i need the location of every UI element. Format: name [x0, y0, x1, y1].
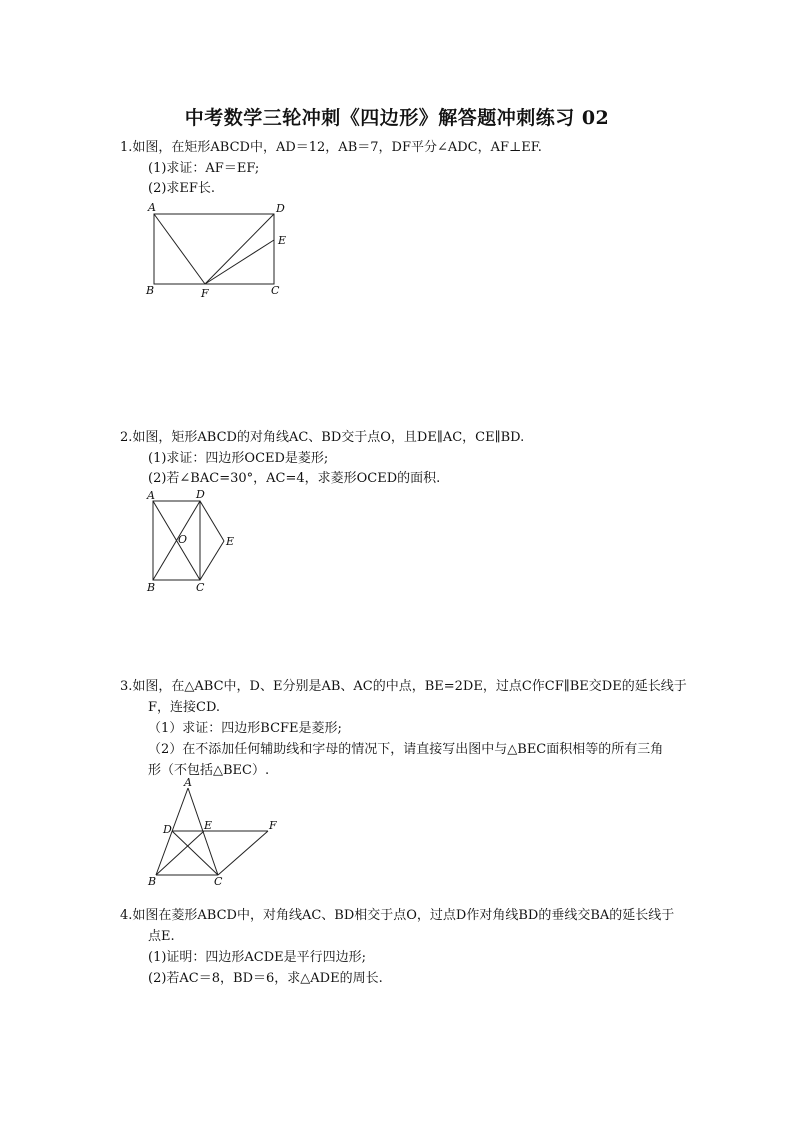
label-a: A [184, 776, 192, 789]
rectangle-abcd [154, 214, 274, 284]
segment-ce [200, 541, 224, 580]
label-b: B [146, 284, 155, 297]
label-f: F [269, 819, 277, 832]
segment-af [154, 214, 205, 284]
label-a: A [148, 201, 156, 214]
problem-1-part-2: (2)求EF长. [148, 181, 216, 196]
problem-3-statement: 3.如图，在△ABC中，D、E分别是AB、AC的中点，BE=2DE，过点C作CF∥BE交DE的延长线于 [120, 679, 687, 694]
label-c: C [196, 581, 205, 594]
label-b: B [147, 581, 156, 594]
label-d: D [163, 823, 172, 836]
segment-cf [218, 831, 268, 875]
label-e: E [204, 819, 213, 832]
segment-be [156, 831, 204, 875]
segment-df [205, 214, 274, 284]
label-d: D [276, 202, 285, 215]
label-o: O [178, 533, 188, 546]
problem-3-part-2-cont: 形（不包括△BEC）. [148, 763, 270, 778]
segment-fe [205, 240, 274, 284]
page-title: 中考数学三轮冲刺《四边形》解答题冲刺练习 02 [184, 107, 610, 129]
label-b: B [148, 875, 157, 888]
problem-4-part-1: (1)证明：四边形ACDE是平行四边形; [148, 950, 367, 965]
label-d: D [196, 488, 205, 501]
label-c: C [271, 284, 280, 297]
label-e: E [226, 535, 235, 548]
problem-4-part-2: (2)若AC＝8，BD＝6，求△ADE的周长. [148, 971, 383, 986]
problem-1-statement: 1.如图，在矩形ABCD中，AD＝12，AB＝7，DF平分∠ADC，AF⊥EF. [120, 140, 542, 155]
problem-4-statement: 4.如图在菱形ABCD中，对角线AC、BD相交于点O，过点D作对角线BD的垂线交BA的延长线于 [120, 908, 675, 923]
label-e: E [278, 234, 287, 247]
problem-2-statement: 2.如图，矩形ABCD的对角线AC、BD交于点O，且DE∥AC，CE∥BD. [120, 430, 525, 445]
problem-2-part-2: (2)若∠BAC=30°，AC=4，求菱形OCED的面积. [148, 471, 441, 486]
problem-1-figure [140, 198, 300, 303]
problem-4-statement-cont: 点E. [148, 929, 175, 944]
problem-3-part-1: （1）求证：四边形BCFE是菱形; [148, 721, 342, 736]
segment-de [200, 501, 224, 541]
label-f: F [201, 287, 209, 300]
label-c: C [214, 875, 223, 888]
label-a: A [147, 489, 155, 502]
problem-3-part-2: （2）在不添加任何辅助线和字母的情况下，请直接写出图中与△BEC面积相等的所有三角 [148, 742, 664, 757]
problem-2-figure [140, 488, 240, 598]
problem-3-figure [140, 777, 290, 892]
problem-1-part-1: (1)求证：AF＝EF; [148, 161, 260, 176]
problem-2-part-1: (1)求证：四边形OCED是菱形; [148, 451, 329, 466]
segment-cd [172, 831, 218, 875]
problem-3-statement-cont: F，连接CD. [148, 700, 221, 715]
